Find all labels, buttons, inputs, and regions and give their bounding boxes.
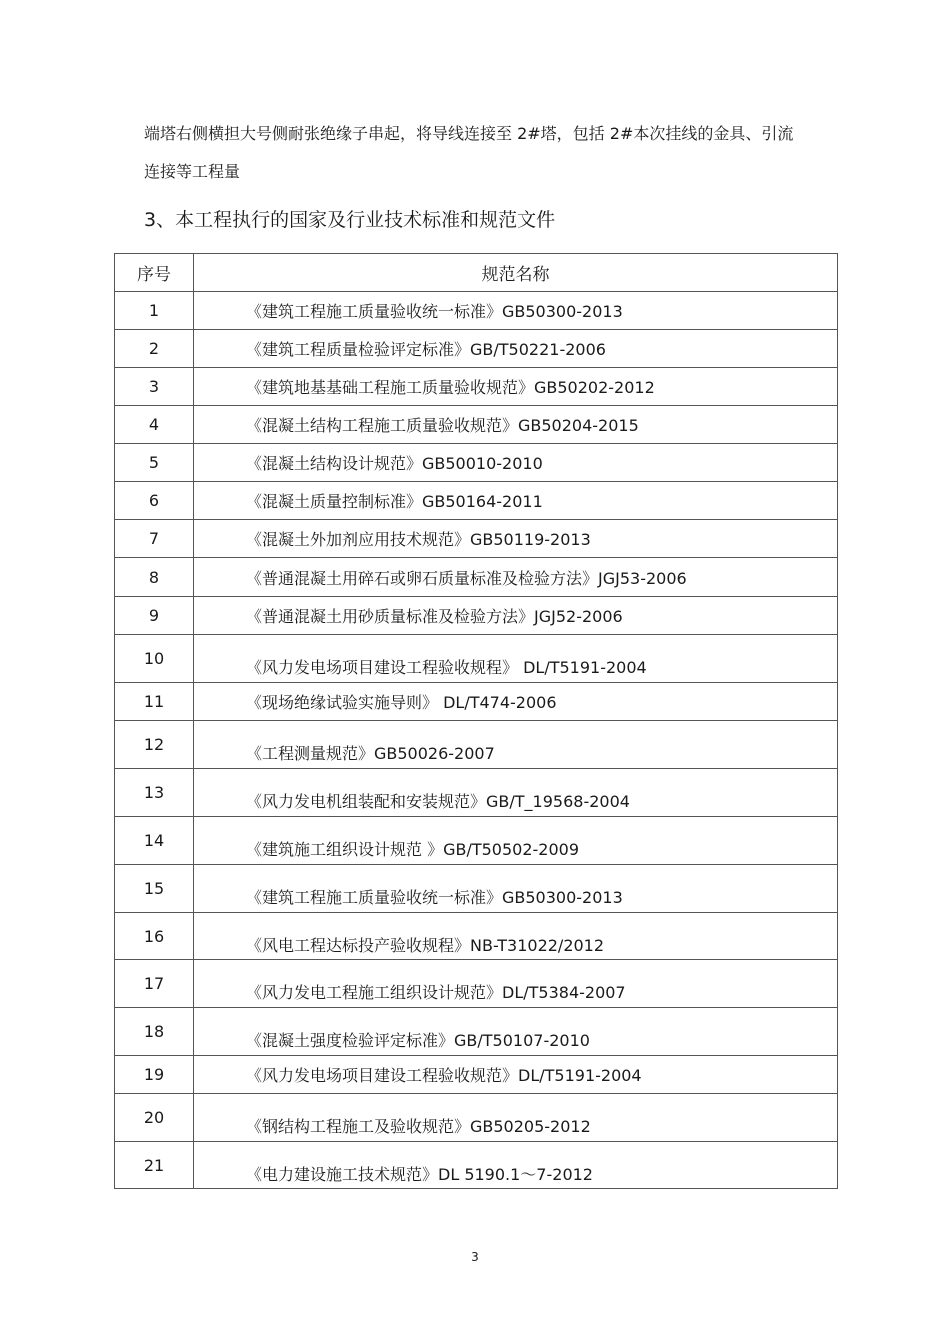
- table-row: [115, 635, 838, 683]
- table-row: [115, 865, 838, 913]
- row-standard-name: 《建筑工程施工质量验收统一标准》GB50300-2013: [194, 865, 838, 913]
- table-row: [115, 520, 838, 558]
- row-index: 1: [115, 292, 194, 330]
- table-row: [115, 330, 838, 368]
- row-index: 4: [115, 406, 194, 444]
- row-index: 15: [115, 865, 194, 913]
- row-standard-name: 《混凝土质量控制标准》GB50164-2011: [194, 482, 838, 520]
- table-row: [115, 769, 838, 817]
- row-index: 6: [115, 482, 194, 520]
- row-index: 3: [115, 368, 194, 406]
- table-row: [115, 683, 838, 721]
- row-standard-name: 《普通混凝土用砂质量标准及检验方法》JGJ52-2006: [194, 597, 838, 635]
- row-index: 2: [115, 330, 194, 368]
- table-row: [115, 368, 838, 406]
- row-standard-name: 《混凝土外加剂应用技术规范》GB50119-2013: [194, 520, 838, 558]
- row-index: 7: [115, 520, 194, 558]
- row-standard-name: 《钢结构工程施工及验收规范》GB50205-2012: [194, 1094, 838, 1142]
- row-index: 13: [115, 769, 194, 817]
- row-index: 17: [115, 960, 194, 1008]
- row-standard-name: 《建筑工程质量检验评定标准》GB/T50221-2006: [194, 330, 838, 368]
- row-index: 10: [115, 635, 194, 683]
- row-standard-name: 《现场绝缘试验实施导则》 DL/T474-2006: [194, 683, 838, 721]
- header-standard-name: 规范名称: [194, 254, 838, 292]
- table-row: [115, 597, 838, 635]
- row-standard-name: 《建筑工程施工质量验收统一标准》GB50300-2013: [194, 292, 838, 330]
- row-standard-name: 《电力建设施工技术规范》DL 5190.1～7-2012: [194, 1142, 838, 1189]
- table-row: [115, 960, 838, 1008]
- table-row: [115, 482, 838, 520]
- row-standard-name: 《混凝土强度检验评定标准》GB/T50107-2010: [194, 1008, 838, 1056]
- row-index: 9: [115, 597, 194, 635]
- standards-table: [114, 253, 838, 1189]
- row-index: 14: [115, 817, 194, 865]
- table-row: [115, 1008, 838, 1056]
- row-standard-name: 《风力发电机组装配和安装规范》GB/T_19568-2004: [194, 769, 838, 817]
- row-index: 19: [115, 1056, 194, 1094]
- row-standard-name: 《建筑施工组织设计规范 》GB/T50502-2009: [194, 817, 838, 865]
- row-index: 5: [115, 444, 194, 482]
- table-row: [115, 1056, 838, 1094]
- body-paragraph-line-2: 连接等工程量: [144, 162, 241, 181]
- header-index: 序号: [115, 254, 194, 292]
- row-standard-name: 《工程测量规范》GB50026-2007: [194, 721, 838, 769]
- table-row: [115, 817, 838, 865]
- row-standard-name: 《风力发电场项目建设工程验收规范》DL/T5191-2004: [194, 1056, 838, 1094]
- row-standard-name: 《风力发电工程施工组织设计规范》DL/T5384-2007: [194, 960, 838, 1008]
- row-standard-name: 《混凝土结构设计规范》GB50010-2010: [194, 444, 838, 482]
- table-row: [115, 558, 838, 597]
- table-row: [115, 1142, 838, 1189]
- row-standard-name: 《风力发电场项目建设工程验收规程》 DL/T5191-2004: [194, 635, 838, 683]
- row-index: 8: [115, 558, 194, 597]
- row-standard-name: 《普通混凝土用碎石或卵石质量标准及检验方法》JGJ53-2006: [194, 558, 838, 597]
- table-header-row: [115, 254, 838, 292]
- row-standard-name: 《建筑地基基础工程施工质量验收规范》GB50202-2012: [194, 368, 838, 406]
- page-number: 3: [471, 1250, 479, 1264]
- table-row: [115, 721, 838, 769]
- body-paragraph-line-1: 端塔右侧横担大号侧耐张绝缘子串起，将导线连接至 2#塔，包括 2#本次挂线的金具、引流: [144, 124, 794, 143]
- row-index: 11: [115, 683, 194, 721]
- table-row: [115, 444, 838, 482]
- row-index: 16: [115, 913, 194, 960]
- row-standard-name: 《混凝土结构工程施工质量验收规范》GB50204-2015: [194, 406, 838, 444]
- row-index: 21: [115, 1142, 194, 1189]
- table-row: [115, 292, 838, 330]
- table-row: [115, 1094, 838, 1142]
- row-index: 12: [115, 721, 194, 769]
- row-index: 20: [115, 1094, 194, 1142]
- table-row: [115, 406, 838, 444]
- row-standard-name: 《风电工程达标投产验收规程》NB-T31022/2012: [194, 913, 838, 960]
- table-row: [115, 913, 838, 960]
- section-heading: 3、本工程执行的国家及行业技术标准和规范文件: [144, 209, 556, 231]
- row-index: 18: [115, 1008, 194, 1056]
